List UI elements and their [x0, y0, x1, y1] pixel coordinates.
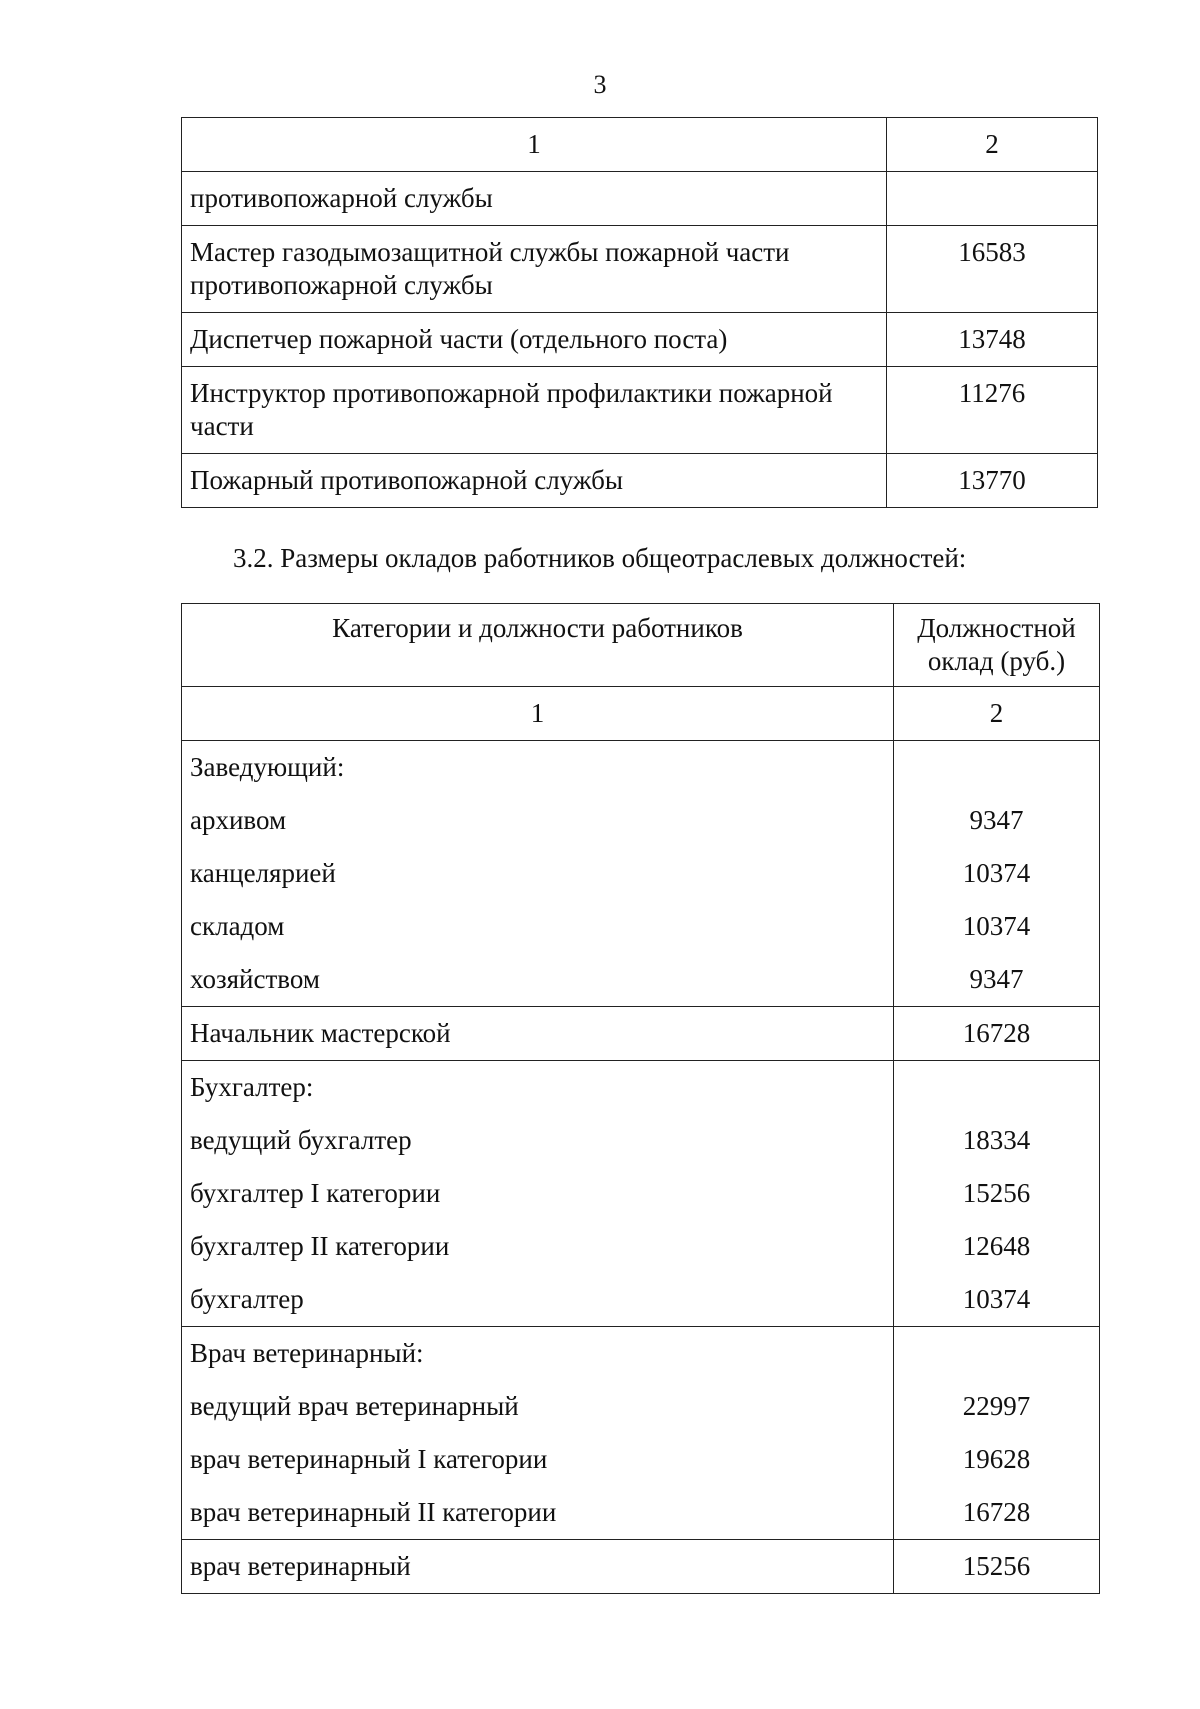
table-row	[182, 367, 1098, 454]
group-names-cell	[182, 1061, 894, 1327]
table-header-row	[182, 118, 1098, 172]
position-name: Мастер газодымозащитной службы пожарной части противопожарной службы	[182, 226, 887, 313]
table-row-group	[182, 1327, 1100, 1540]
group-values-cell	[894, 1327, 1100, 1540]
position-name: Инструктор противопожарной профилактики пожарной части	[182, 367, 887, 454]
position-name: архивом	[190, 805, 287, 835]
salary-value: 11276	[887, 367, 1098, 454]
group-values-cell	[894, 1540, 1100, 1594]
table-row	[182, 313, 1098, 367]
salary-value: 9347	[969, 805, 1024, 835]
salary-table-general-positions	[181, 603, 1100, 1594]
table-row-group	[182, 741, 1100, 1007]
salary-value: 10374	[962, 1284, 1031, 1314]
salary-value: 10374	[962, 858, 1031, 888]
column-number-2: 2	[887, 118, 1098, 172]
position-name: складом	[190, 911, 285, 941]
table-row-group	[182, 1061, 1100, 1327]
page-number: 3	[593, 70, 607, 99]
group-title: Бухгалтер:	[190, 1072, 314, 1102]
position-name: Начальник мастерской	[190, 1018, 451, 1048]
salary-value: 22997	[962, 1391, 1031, 1421]
column-header-salary: Должностной оклад (руб.)	[894, 604, 1100, 687]
position-name: бухгалтер II категории	[190, 1231, 450, 1261]
position-name: врач ветеринарный	[190, 1551, 411, 1581]
salary-value: 15256	[962, 1178, 1031, 1208]
table-row-group	[182, 1540, 1100, 1594]
salary-value	[887, 172, 1098, 226]
column-number-1: 1	[182, 118, 887, 172]
salary-value: 12648	[962, 1231, 1031, 1261]
position-name: Диспетчер пожарной части (отдельного поста)	[182, 313, 887, 367]
salary-value	[894, 1327, 1099, 1380]
salary-value: 19628	[962, 1444, 1031, 1474]
group-values-cell	[894, 1061, 1100, 1327]
group-names-cell	[182, 1327, 894, 1540]
salary-value: 10374	[962, 911, 1031, 941]
column-numbers-row	[182, 687, 1100, 741]
table-row	[182, 454, 1098, 508]
column-number-1: 1	[182, 687, 894, 741]
salary-table-fire-service	[181, 117, 1098, 508]
salary-value: 13748	[887, 313, 1098, 367]
section-heading: 3.2. Размеры окладов работников общеотраслевых должностей:	[233, 543, 967, 573]
table-row	[182, 172, 1098, 226]
salary-value: 13770	[887, 454, 1098, 508]
salary-value: 18334	[962, 1125, 1031, 1155]
position-name: Пожарный противопожарной службы	[182, 454, 887, 508]
column-header-positions: Категории и должности работников	[182, 604, 894, 687]
position-name: ведущий бухгалтер	[190, 1125, 412, 1155]
salary-value: 16728	[962, 1497, 1031, 1527]
position-name: бухгалтер I категории	[190, 1178, 441, 1208]
table-row-group	[182, 1007, 1100, 1061]
group-values-cell	[894, 741, 1100, 1007]
table-row	[182, 226, 1098, 313]
position-name: канцелярией	[190, 858, 336, 888]
position-name: ведущий врач ветеринарный	[190, 1391, 519, 1421]
group-names-cell	[182, 741, 894, 1007]
position-name: врач ветеринарный I категории	[190, 1444, 548, 1474]
salary-value: 16583	[887, 226, 1098, 313]
position-name: противопожарной службы	[182, 172, 887, 226]
salary-value: 9347	[969, 964, 1024, 994]
group-names-cell	[182, 1540, 894, 1594]
salary-value	[894, 741, 1099, 794]
position-name: бухгалтер	[190, 1284, 304, 1314]
salary-value: 16728	[962, 1018, 1031, 1048]
salary-value	[894, 1061, 1099, 1114]
column-number-2: 2	[894, 687, 1100, 741]
position-name: врач ветеринарный II категории	[190, 1497, 557, 1527]
table-header-row	[182, 604, 1100, 687]
position-name: хозяйством	[190, 964, 320, 994]
salary-value: 15256	[962, 1551, 1031, 1581]
group-title: Врач ветеринарный:	[190, 1338, 424, 1368]
group-names-cell	[182, 1007, 894, 1061]
group-title: Заведующий:	[190, 752, 345, 782]
group-values-cell	[894, 1007, 1100, 1061]
